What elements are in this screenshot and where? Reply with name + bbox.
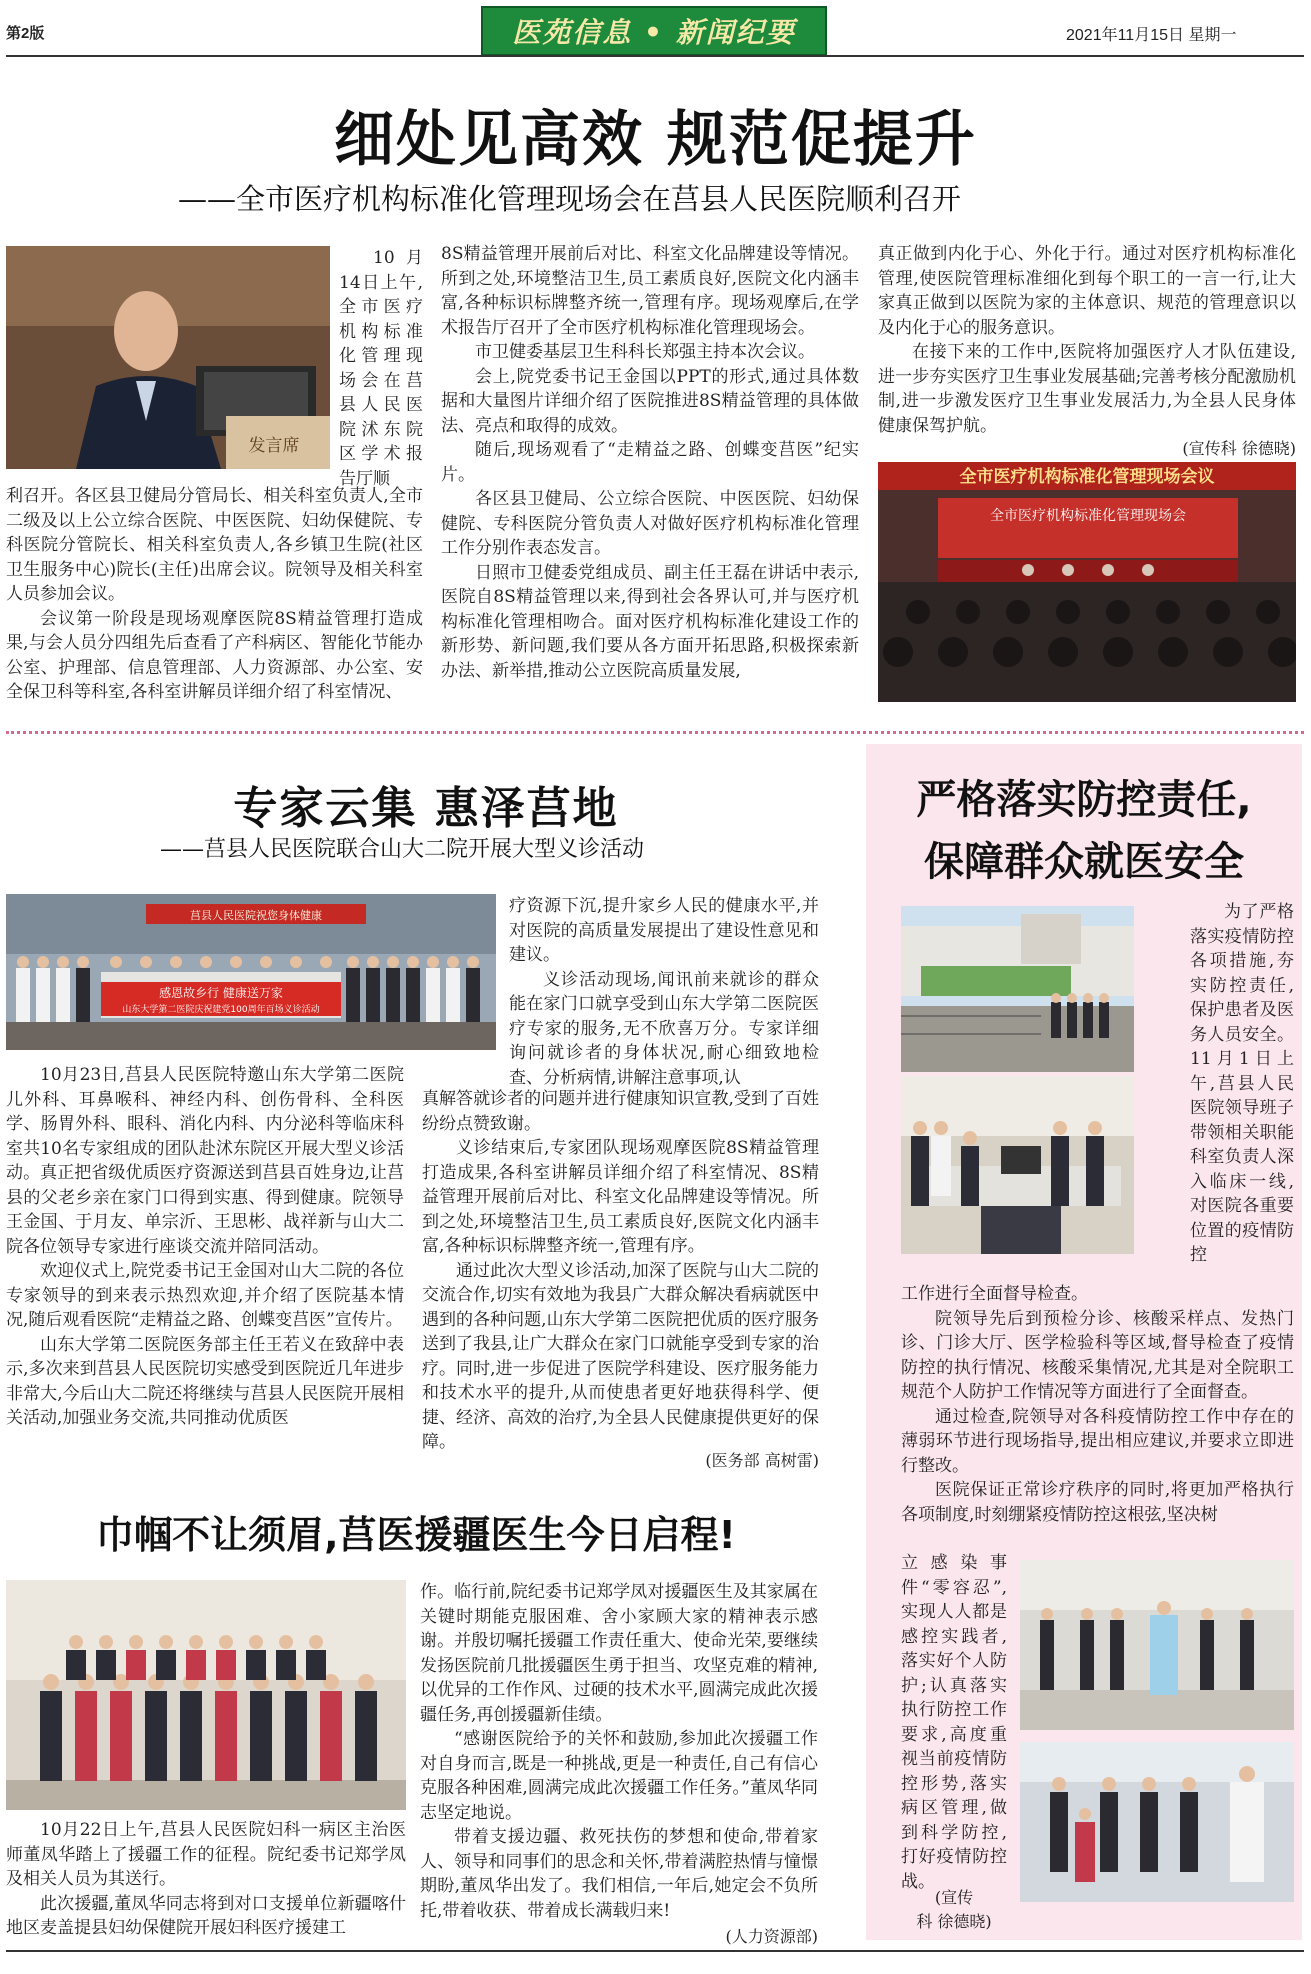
article1-paragraph: 8S精益管理开展前后对比、科室文化品牌建设等情况。所到之处,环境整洁卫生,员工素质良好,医院文化内涵丰富,各种标识标牌整齐统一,管理有序。现场观摩后,在学术报告厅召开了全市医疗机构标准化管理现场会。	[441, 244, 859, 338]
article3-paragraph: 此次援疆,董凤华同志将到对口支援单位新疆喀什地区麦盖提县妇幼保健院开展妇科医疗援建工	[6, 1893, 406, 1938]
section-divider	[6, 731, 1304, 734]
article1-paragraph: 日照市卫健委党组成员、副主任王磊在讲话中表示,医院自8S精益管理以来,得到社会各界认可,并与医疗机构标准化管理相吻合。面对医疗机构标准化建设工作的新形势、新问题,我们要从各方面开拓思路,积极探索新办法、新举措,推动公立医院高质量发展,	[441, 562, 859, 681]
article4-paragraph: 医院保证正常诊疗秩序的同时,将更加严格执行各项制度,时刻绷紧疫情防控这根弦,坚决树	[901, 1480, 1294, 1525]
article4-photo-hall	[1020, 1560, 1294, 1730]
article2-right	[422, 1087, 819, 1455]
article3-title: 巾帼不让须眉,莒医援疆医生今日启程!	[96, 1513, 736, 1557]
article1-paragraph: 随后,现场观看了“走精益之路、创蝶变莒医”纪实片。	[441, 440, 859, 485]
article4-wide	[901, 1282, 1294, 1527]
article3-paragraph: 带着支援边疆、救死扶伤的梦想和使命,带着家人、领导和同事们的思念和关怀,带着满腔热情与憧憬期盼,董凤华出发了。我们相信,一年后,她定会不负所托,带着收获、带着成长满载归来!	[420, 1827, 818, 1921]
article2-paragraph: 山东大学第二医院医务部主任王若义在致辞中表示,多次来到莒县人民医院切实感受到医院近几年进步非常大,今后山大二院还将继续与莒县人民医院开展相关活动,加强业务交流,共同推动优质医	[6, 1334, 404, 1428]
article2-paragraph: 10月23日,莒县人民医院特邀山东大学第二医院儿外科、耳鼻喉科、神经内科、创伤骨科、全科医学、肠胃外科、眼科、消化内科、内分泌科等临床科室共10名专家组成的团队赴沭东院区开展大型义诊活动。真正把省级优质医疗资源送到莒县百姓身边,让莒县的父老乡亲在家门口得到实惠、得到健康。院领导王金国、于月友、单宗沂、王思彬、战祥新与山大二院各位领导专家进行座谈交流并陪同活动。	[6, 1065, 404, 1257]
article4-paragraph: 立感染事件“零容忍”,实现人人都是感控实践者,落实好个人防护;认真落实执行防控工作要求,高度重视当前疫情防控形势,落实病区管理,做到科学防控,打好疫情防控战。	[901, 1553, 1007, 1892]
article4-signature-line1: (宣传	[934, 1888, 974, 1907]
article4-signature	[901, 1886, 1007, 1934]
header-rule	[6, 55, 1304, 57]
article2-paragraph: 通过此次大型义诊活动,加深了医院与山大二院的交流合作,切实有效地为我县广大群众解决看病就医中遇到的各种问题,山东大学第二医院把优质的医疗服务送到了我县,让广大群众在家门口就能享受到专家的治疗。同时,进一步促进了医院学科建设、医疗服务能力和技术水平的提升,从而使患者更好地获得科学、便捷、经济、高效的治疗,为全县人民健康提供更好的保障。	[422, 1260, 819, 1452]
article1-paragraph: 在接下来的工作中,医院将加强医疗人才队伍建设,进一步夯实医疗卫生事业发展基础;完善考核分配激励机制,进一步激发医疗卫生事业发展活力,为全县人民身体健康保驾护航。	[878, 342, 1296, 436]
article2-signature: (医务部 高树雷)	[705, 1451, 819, 1470]
article1-title: 细处见高效 规范促提升	[334, 105, 977, 175]
article1-col1	[6, 484, 423, 705]
article3-paragraph: 10月22日上午,莒县人民医院妇科一病区主治医师董凤华踏上了援疆工作的征程。院纪委书记郑学凤及相关人员为其送行。	[6, 1820, 406, 1889]
article3-group-photo	[6, 1580, 406, 1810]
article2-paragraph: 真解答就诊者的问题并进行健康知识宣教,受到了百姓纷纷点赞致谢。	[422, 1089, 819, 1134]
article3-paragraph: 作。临行前,院纪委书记郑学凤对援疆医生及其家属在关键时期能克服困难、舍小家顾大家的精神表示感谢。并殷切嘱托援疆工作责任重大、使命光荣,要继续发扬医院前几批援疆医生勇于担当、攻坚克难的精神,以优异的工作作风、过硬的技术水平,圆满完成此次援疆任务,再创援疆新佳绩。	[420, 1582, 818, 1725]
article2-paragraph: 欢迎仪式上,院党委书记王金国对山大二院的各位专家领导的到来表示热烈欢迎,并介绍了医院基本情况,随后观看医院“走精益之路、创蝶变莒医”宣传片。	[6, 1261, 404, 1330]
article2-paragraph: 疗资源下沉,提升家乡人民的健康水平,并对医院的高质量发展提出了建设性意见和建议。	[509, 896, 819, 965]
article4-photo-gate	[901, 906, 1134, 1072]
article4-paragraph: 院领导先后到预检分诊、核酸采样点、发热门诊、门诊大厅、医学检验科等区域,督导检查了疫情防控的执行情况、核酸采集情况,尤其是对全院职工规范个人防护工作情况等方面进行了全面督查。	[901, 1308, 1294, 1402]
article2-group-photo	[6, 894, 496, 1050]
article1-paragraph: 会议第一阶段是现场观摩医院8S精益管理打造成果,与会人员分四组先后查看了产科病区、智能化节能办公室、护理部、信息管理部、人力资源部、办公室、安全保卫科等科室,各科室讲解员详细介绍了科室情况、	[6, 608, 423, 702]
article1-paragraph: 10月14日上午,全市医疗机构标准化管理现场会在莒县人民医院沭东院区学术报告厅顺	[339, 248, 423, 489]
article2-title: 专家云集 惠泽莒地	[233, 783, 619, 834]
article1-col2	[441, 242, 859, 683]
photo-banner-top: 莒县人民医院祝您身体健康	[190, 909, 322, 922]
article4-title-line1: 严格落实防控责任,	[916, 777, 1252, 823]
photo-banner-held-sub: 山东大学第二医院庆祝建党100周年百场义诊活动	[122, 1005, 320, 1015]
article4-title-line2: 保障群众就医安全	[924, 839, 1244, 885]
article1-paragraph: 各区县卫健局、公立综合医院、中医医院、妇幼保健院、专科医院分管负责人对做好医疗机构标准化管理工作分别作表态发言。	[441, 489, 859, 558]
speaker-podium-sign: 发言席	[248, 436, 300, 456]
photo-banner-held: 感恩故乡行 健康送万家	[159, 986, 283, 1000]
article1-speaker-photo	[6, 246, 330, 469]
article2-subtitle: ——莒县人民医院联合山大二院开展大型义诊活动	[160, 837, 645, 862]
article3-right	[420, 1580, 818, 1923]
page-number: 第2版	[6, 25, 45, 42]
article2-right-narrow	[509, 894, 819, 1090]
footer-rule	[6, 1950, 1304, 1952]
article4-narrow	[1190, 900, 1294, 1268]
article2-left	[6, 1063, 404, 1431]
article4-signature-line2: 科 徐德晓)	[916, 1912, 992, 1931]
article1-col3	[878, 242, 1296, 438]
article2-paragraph: 义诊结束后,专家团队现场观摩医院8S精益管理打造成果,各科室讲解员详细介绍了科室情况、8S精益管理开展前后对比、科室文化品牌建设等情况。所到之处,环境整洁卫生,员工素质良好,医院文化内涵丰富,各种标识标牌整齐统一,管理有序。	[422, 1138, 819, 1256]
article3-left	[6, 1818, 406, 1941]
article3-paragraph: “感谢医院给予的关怀和鼓励,参加此次援疆工作对自身而言,既是一种挑战,更是一种责任,自己有信心克服各种困难,圆满完成此次援疆工作任务。”董凤华同志坚定地说。	[420, 1729, 818, 1823]
article1-paragraph: 市卫健委基层卫生科科长郑强主持本次会议。	[475, 342, 815, 362]
article4-photo-clinic	[1020, 1742, 1294, 1902]
article4-narrow2	[901, 1551, 1007, 1894]
article1-col1-narrow	[339, 246, 423, 491]
article3-signature: (人力资源部)	[725, 1927, 818, 1946]
article1-subtitle: ——全市医疗机构标准化管理现场会在莒县人民医院顺利召开	[178, 182, 962, 216]
article4-paragraph: 为了严格落实疫情防控各项措施,夯实防控责任,保护患者及医务人员安全。11月1日上午,莒县人民医院领导班子带领相关职能科室负责人深入临床一线,对医院各重要位置的疫情防控	[1190, 902, 1294, 1265]
article1-paragraph: 会上,院党委书记王金国以PPT的形式,通过具体数据和大量图片详细介绍了医院推进8S精益管理的具体做法、亮点和取得的成效。	[441, 366, 859, 436]
masthead-title: 医苑信息 • 新闻纪要	[512, 16, 796, 49]
article2-paragraph: 义诊活动现场,闻讯前来就诊的群众能在家门口就享受到山东大学第二医院医疗专家的服务,无不欣喜万分。专家详细询问就诊者的身体状况,耐心细致地检查、分析病情,讲解注意事项,认	[509, 969, 819, 1088]
article4-photo-office	[901, 1076, 1134, 1254]
meeting-banner: 全市医疗机构标准化管理现场会议	[959, 467, 1215, 487]
article1-paragraph: 真正做到内化于心、外化于行。通过对医疗机构标准化管理,使医院管理标准细化到每个职工的一言一行,让大家真正做到以医院为家的主体意识、规范的管理意识以及内化于心的服务意识。	[878, 244, 1296, 338]
article1-paragraph: 利召开。各区县卫健局分管局长、相关科室负责人,全市二级及以上公立综合医院、中医医院、妇幼保健院、专科医院分管院长、相关科室负责人,各乡镇卫生院(社区卫生服务中心)院长(主任)出席会议。院领导及相关科室人员参加会议。	[6, 486, 423, 604]
issue-date: 2021年11月15日 星期一	[1066, 27, 1237, 44]
article1-meeting-photo	[878, 462, 1296, 702]
article1-signature: (宣传科 徐德晓)	[1182, 439, 1296, 458]
masthead	[481, 6, 827, 56]
meeting-screen-text: 全市医疗机构标准化管理现场会	[990, 508, 1186, 524]
article4-paragraph: 通过检查,院领导对各科疫情防控工作中存在的薄弱环节进行现场指导,提出相应建议,并要求立即进行整改。	[901, 1406, 1294, 1476]
article4-paragraph: 工作进行全面督导检查。	[901, 1284, 1088, 1304]
